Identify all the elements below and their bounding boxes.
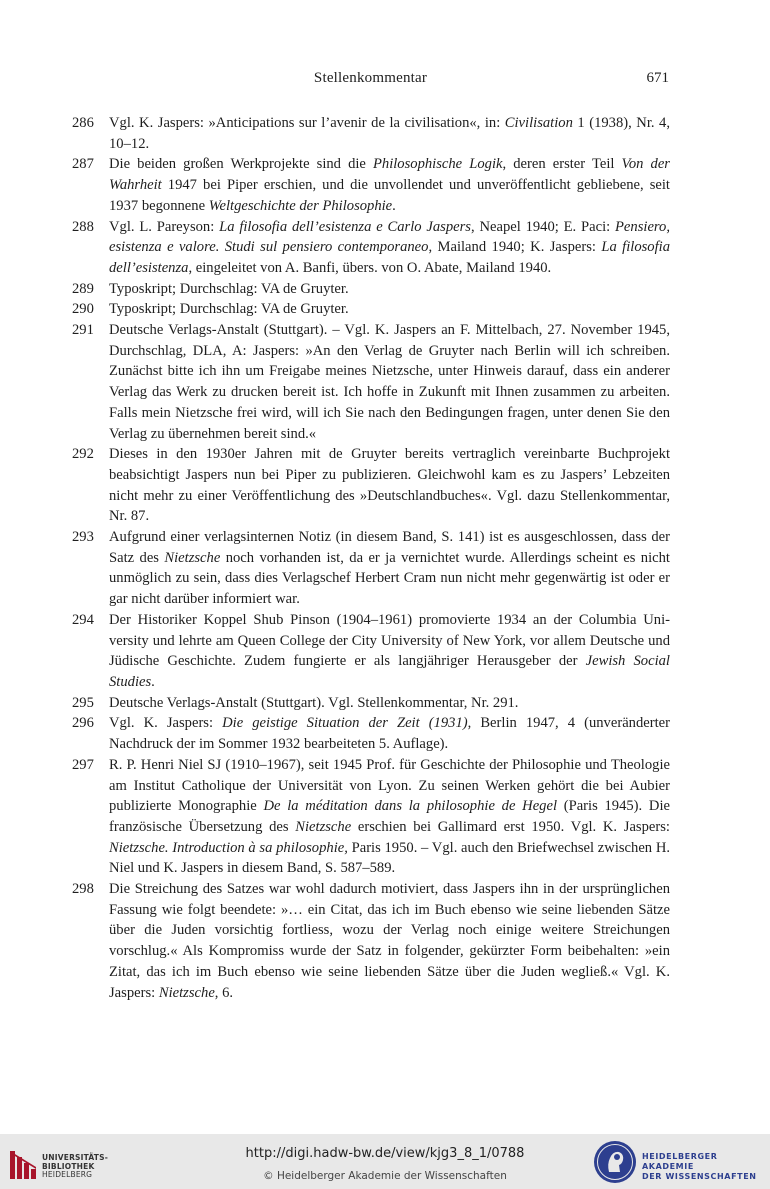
note-292 (72, 444, 670, 527)
note-number: 286 (72, 115, 94, 131)
note-text-segment: . (392, 197, 396, 214)
note-number: 297 (72, 756, 94, 773)
note-297 (72, 755, 670, 879)
note-text (109, 879, 670, 1003)
note-italic-text: Nietzsche (158, 984, 215, 1001)
note-298 (72, 879, 670, 1003)
page-number: 671 (646, 70, 669, 86)
permalink-url[interactable]: http://digi.hadw-bw.de/view/kjg3_8_1/0788 (245, 1146, 525, 1161)
note-number: 298 (72, 881, 94, 898)
note-italic-text: Weltgeschichte der Philosophie (208, 197, 393, 214)
academy-line-1: HEIDELBERGER AKADEMIE (642, 1152, 718, 1171)
note-286 (72, 113, 670, 154)
note-text-segment: Deutsche Verlags-Anstalt (Stuttgart). – Vgl. K. Jaspers an F. Mittelbach, 27. November 1945, Durchschlag, DLA, A: Jaspers: »An den Verlag de Gruyter nach Berlin will ich schreiben. Zunächst bitte ich ihn um Freigabe meines Nietzsche, unter Hinweis darauf, dass ein anderer Verlag das Werk zu drucken bereit ist. Ich hoffe in Zukunft mit Ihnen zusammen zu arbeiten. Falls mein Nietzsche frei wird, will ich Sie nach den Bedingungen fragen, unter denen Sie den Verlag zu übernehmen bereit sind.« (109, 322, 670, 442)
note-text-segment: Vgl. K. Jaspers: (109, 715, 223, 732)
note-italic-text: La filosofia dell’esistenza (109, 239, 670, 276)
note-italic-text: Nietzsche (164, 549, 221, 566)
note-293 (72, 527, 670, 610)
note-number: 289 (72, 280, 94, 297)
note-text (109, 279, 670, 300)
note-text-segment: erschien bei Gallimard erst 1950. Vgl. K. Jaspers: (351, 818, 670, 835)
ub-line-3: HEIDELBERG (42, 1170, 93, 1180)
note-italic-text: Von der Wahrheit (109, 156, 670, 194)
note-number: 291 (72, 322, 94, 339)
note-text (109, 444, 670, 527)
academy-name (642, 1152, 770, 1182)
note-text-segment: (Paris 1945). Die französische Übersetzung des (109, 798, 670, 835)
ub-line-1: UNIVERSITÄTS- (42, 1153, 109, 1162)
note-289 (72, 279, 670, 300)
note-text (109, 299, 670, 320)
note-text-segment: Aufgrund einer verlagsinternen Notiz (in diesem Band, S. 141) ist es ausgeschlossen, dass der Satz des (109, 529, 670, 566)
academy-seal-icon[interactable] (593, 1140, 637, 1184)
note-text-segment: Vgl. K. Jaspers: »Anticipations sur l’avenir de la civilisation«, in: (109, 115, 505, 131)
note-text-segment: , Mailand 1940; K. Jaspers: (428, 239, 602, 256)
note-text-segment: R. P. Henri Niel SJ (1910–1967), seit 1945 Prof. für Geschichte der Philosophie und Theologie am Institut Catholique der Universität von Lyon. Zu seinen Werken gehört die bei Aubier publizierte Monographie (109, 756, 670, 815)
note-text-segment: 1947 bei Piper erschien, und die unvollendet und unveröffentlicht gebliebene, seit 1937 begonnene (109, 177, 670, 214)
note-text-segment: Typoskript; Durchschlag: VA de Gruyter. (109, 280, 349, 297)
footer-bar (0, 1134, 770, 1189)
ub-line-2: BIBLIOTHEK (42, 1161, 95, 1171)
note-italic-text: Die geistige Situation der Zeit (1931) (222, 715, 468, 732)
note-number: 290 (72, 301, 94, 318)
note-number: 294 (72, 611, 94, 628)
running-title: Stellenkommentar (313, 70, 428, 86)
note-291 (72, 320, 670, 444)
note-number: 292 (72, 446, 94, 463)
note-number: 287 (72, 156, 94, 173)
note-text-segment: , eingeleitet von A. Banfi, übers. von O. Abate, Mailand 1940. (188, 259, 552, 276)
note-295 (72, 693, 670, 714)
note-number: 296 (72, 715, 94, 732)
note-text-segment: , Berlin 1947, 4 (unveränderter Nachdruck der im Sommer 1932 bearbeiteten 5. Auflage). (109, 715, 670, 753)
note-text-segment: noch vorhanden ist, da er ja vernichtet wurde. Allerdings scheint es nicht unmöglich zu sein, dass dies Verlagschef Herbert Cram nun nicht mehr gegenwärtig ist oder er gar nicht darüber informiert war. (109, 549, 670, 608)
academy-line-2: DER WISSENSCHAFTEN (642, 1172, 757, 1181)
note-number: 288 (72, 218, 94, 235)
note-text-segment: Typoskript; Durchschlag: VA de Gruyter. (109, 301, 349, 318)
note-294 (72, 610, 670, 693)
note-text (109, 217, 670, 279)
note-italic-text: Civilisation (504, 115, 573, 131)
note-text (109, 610, 670, 693)
note-290 (72, 299, 670, 320)
note-italic-text: Philosophische Logik (372, 156, 503, 173)
note-text-segment: . (151, 673, 155, 690)
note-italic-text: La filosofia dell’esistenza e Carlo Jaspers (219, 218, 471, 235)
note-text-segment: Paris 1950. – Vgl. auch den Briefwechsel zwischen H. Niel und K. Jaspers in diesem Band, S. 587–589. (109, 839, 671, 877)
note-text-segment: Deutsche Verlags-Anstalt (Stuttgart). Vgl. Stellenkommentar, Nr. 291. (109, 694, 519, 711)
note-text (109, 154, 670, 216)
copyright-notice: © Heidelberger Akademie der Wissenschaften (263, 1170, 507, 1182)
note-text-segment: 1 (1938), Nr. 4, 10–12. (109, 115, 670, 152)
page-header (72, 70, 669, 92)
note-text-segment: Vgl. L. Pareyson: (109, 218, 220, 235)
note-italic-text: Nietzsche. Introduction à sa philosophie, (109, 839, 348, 856)
note-italic-text: Nietzsche (295, 818, 352, 835)
note-288 (72, 217, 670, 279)
note-text-segment: Die Streichung des Satzes war wohl dadurch motiviert, dass Jaspers ihn in der ursprünglichen Fassung wie folgt beendete: »… ein Citat, das ich im Buch ebenso wie seine liebenden Sätze über die Juden vorsichtig fortliess, wozu der Verlag noch einige weitere Streichungen vorschlug.« Als Kompromiss wurde der Satz in folgender, gekürzter Form beibehalten: »ein Zitat, das ich im Buch ebenso wie seine liebenden Sätze über die Juden wegließ.« Vgl. K. Jaspers: (109, 881, 670, 1001)
note-text (109, 527, 670, 610)
note-296 (72, 713, 670, 754)
note-text (109, 113, 670, 154)
note-text-segment: Die beiden großen Werkprojekte sind die (109, 156, 373, 173)
note-text-segment: , 6. (214, 984, 234, 1001)
note-number: 293 (72, 529, 94, 546)
note-text-segment: , deren erster Teil (502, 156, 622, 173)
commentary-notes (72, 113, 670, 1003)
note-287 (72, 154, 670, 216)
note-text-segment: , Neapel 1940; E. Paci: (470, 218, 616, 235)
note-text (109, 755, 670, 879)
note-number: 295 (72, 694, 94, 711)
note-italic-text: Pensiero, esistenza e valore. Studi sul pensiero contemporaneo (109, 218, 670, 256)
note-italic-text: De la méditation dans la philosophie de Hegel (263, 798, 557, 815)
note-text-segment: Der Historiker Koppel Shub Pinson (1904–1961) promovierte 1934 an der Columbia University und lehrte am Queen College der City University of New York, vor allem Deutsche und Jüdische Geschichte. Zudem fungierte er als langjähriger Herausgeber der (109, 611, 670, 670)
note-text (109, 320, 670, 444)
note-text (109, 713, 670, 754)
note-italic-text: Jewish Social Studies (109, 653, 670, 690)
note-text (109, 693, 670, 714)
note-text-segment: Dieses in den 1930er Jahren mit de Gruyter bereits vertraglich vereinbarte Buchprojekt beabsichtigt Jaspers nun bei Piper zu publizieren. Gleichwohl kam es zu Jaspers’ Lebzeiten nicht mehr zu einer Veröffentlichung des »Deutschlandbuches«. Vgl. dazu Stellenkommentar, Nr. 87. (109, 446, 670, 525)
